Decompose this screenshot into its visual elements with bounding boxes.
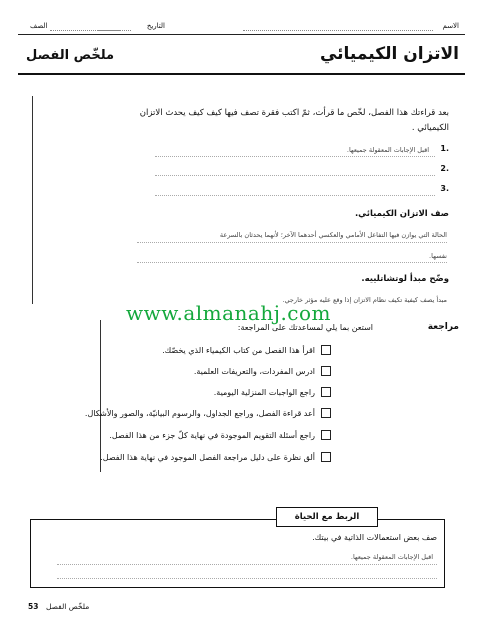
instructions-text: بعد قراءتك هذا الفصل، لخّص ما قرأت، ثمّ اكتب فقرة تصف فيها كيف كيف يحدث الاتزان الكيميائي . xyxy=(139,108,449,133)
class-field-line[interactable] xyxy=(50,30,120,31)
review-item-6[interactable] xyxy=(100,452,331,462)
checkbox[interactable] xyxy=(321,430,331,440)
checkbox[interactable] xyxy=(321,452,331,462)
page-title: الاتزان الكيميائي xyxy=(319,44,459,64)
footer-label: ملخّص الفصل xyxy=(46,602,90,611)
review-item-label: ادرس المفردات، والتعريفات العلمية. xyxy=(193,366,315,376)
real-world-answer: اقبل الإجابات المعقولة جميعها. xyxy=(350,553,433,561)
page-number: 53 xyxy=(28,602,39,611)
describe-answer-1: الحالة التي يوازن فيها التفاعل الأمامي والعكسي أحدهما الآخر؛ لأنهما يحدثان بالسرعة xyxy=(219,231,447,239)
review-label: مراجعة xyxy=(427,322,459,332)
review-item-3[interactable] xyxy=(214,387,331,397)
checkbox[interactable] xyxy=(321,366,331,376)
answer-line-1[interactable] xyxy=(155,156,435,157)
describe-answer-2: نفسها. xyxy=(429,252,447,260)
item-number-3: 3. xyxy=(440,184,449,193)
title-rule xyxy=(18,73,465,75)
review-item-4[interactable] xyxy=(85,408,331,418)
header-rule xyxy=(18,34,465,35)
describe-line-2[interactable] xyxy=(137,262,447,263)
item-answer-1: اقبل الإجابات المعقولة جميعها. xyxy=(346,146,429,154)
explain-heading: وضّح مبدأ لوتشاتلييه. xyxy=(361,274,449,284)
real-world-prompt: صف بعض استعمالات الذاتية في بيتك. xyxy=(312,533,437,542)
section-title: ملخّص الفصل xyxy=(26,48,115,63)
review-item-1[interactable] xyxy=(162,345,331,355)
review-item-2[interactable] xyxy=(194,366,331,376)
explain-answer: مبدأ يصف كيفية تكيف نظام الاتزان إذا وقع عليه مؤثر خارجي. xyxy=(282,296,447,304)
review-intro: استعن بما يلي لمساعدتك على المراجعة: xyxy=(237,323,373,332)
describe-line-1[interactable] xyxy=(137,242,447,243)
real-world-tab: الربط مع الحياة xyxy=(276,507,378,527)
checkbox[interactable] xyxy=(321,408,331,418)
review-item-5[interactable] xyxy=(109,430,331,440)
review-item-label: ألق نظرة على دليل مراجعة الفصل الموجود في نهاية هذا الفصل. xyxy=(100,452,315,462)
real-world-line-1[interactable] xyxy=(57,564,437,565)
review-item-label: أعد قراءة الفصل، وراجع الجداول، والرسوم البيانيّة، والصور والأشكال. xyxy=(84,408,315,418)
watermark: www.almanahj.com xyxy=(126,301,332,325)
answer-line-3[interactable] xyxy=(155,195,435,196)
class-label: الصف xyxy=(30,22,48,30)
real-world-line-2[interactable] xyxy=(57,578,437,579)
answer-line-2[interactable] xyxy=(155,175,435,176)
review-item-label: راجع الواجبات المنزلية اليومية. xyxy=(213,387,315,397)
review-item-label: راجع أسئلة التقويم الموجودة في نهاية كلّ جزء من هذا الفصل. xyxy=(109,430,315,440)
date-label: التاريخ xyxy=(146,22,165,30)
checkbox[interactable] xyxy=(321,345,331,355)
item-number-2: 2. xyxy=(440,164,449,173)
describe-heading: صف الاتزان الكيميائي. xyxy=(354,209,449,219)
name-label: الاسم xyxy=(442,22,459,30)
name-field-line[interactable] xyxy=(243,30,433,31)
review-item-label: اقرأ هذا الفصل من كتاب الكيمياء الذي يخصّك. xyxy=(162,345,315,355)
item-number-1: 1. xyxy=(440,144,449,153)
checkbox[interactable] xyxy=(321,387,331,397)
